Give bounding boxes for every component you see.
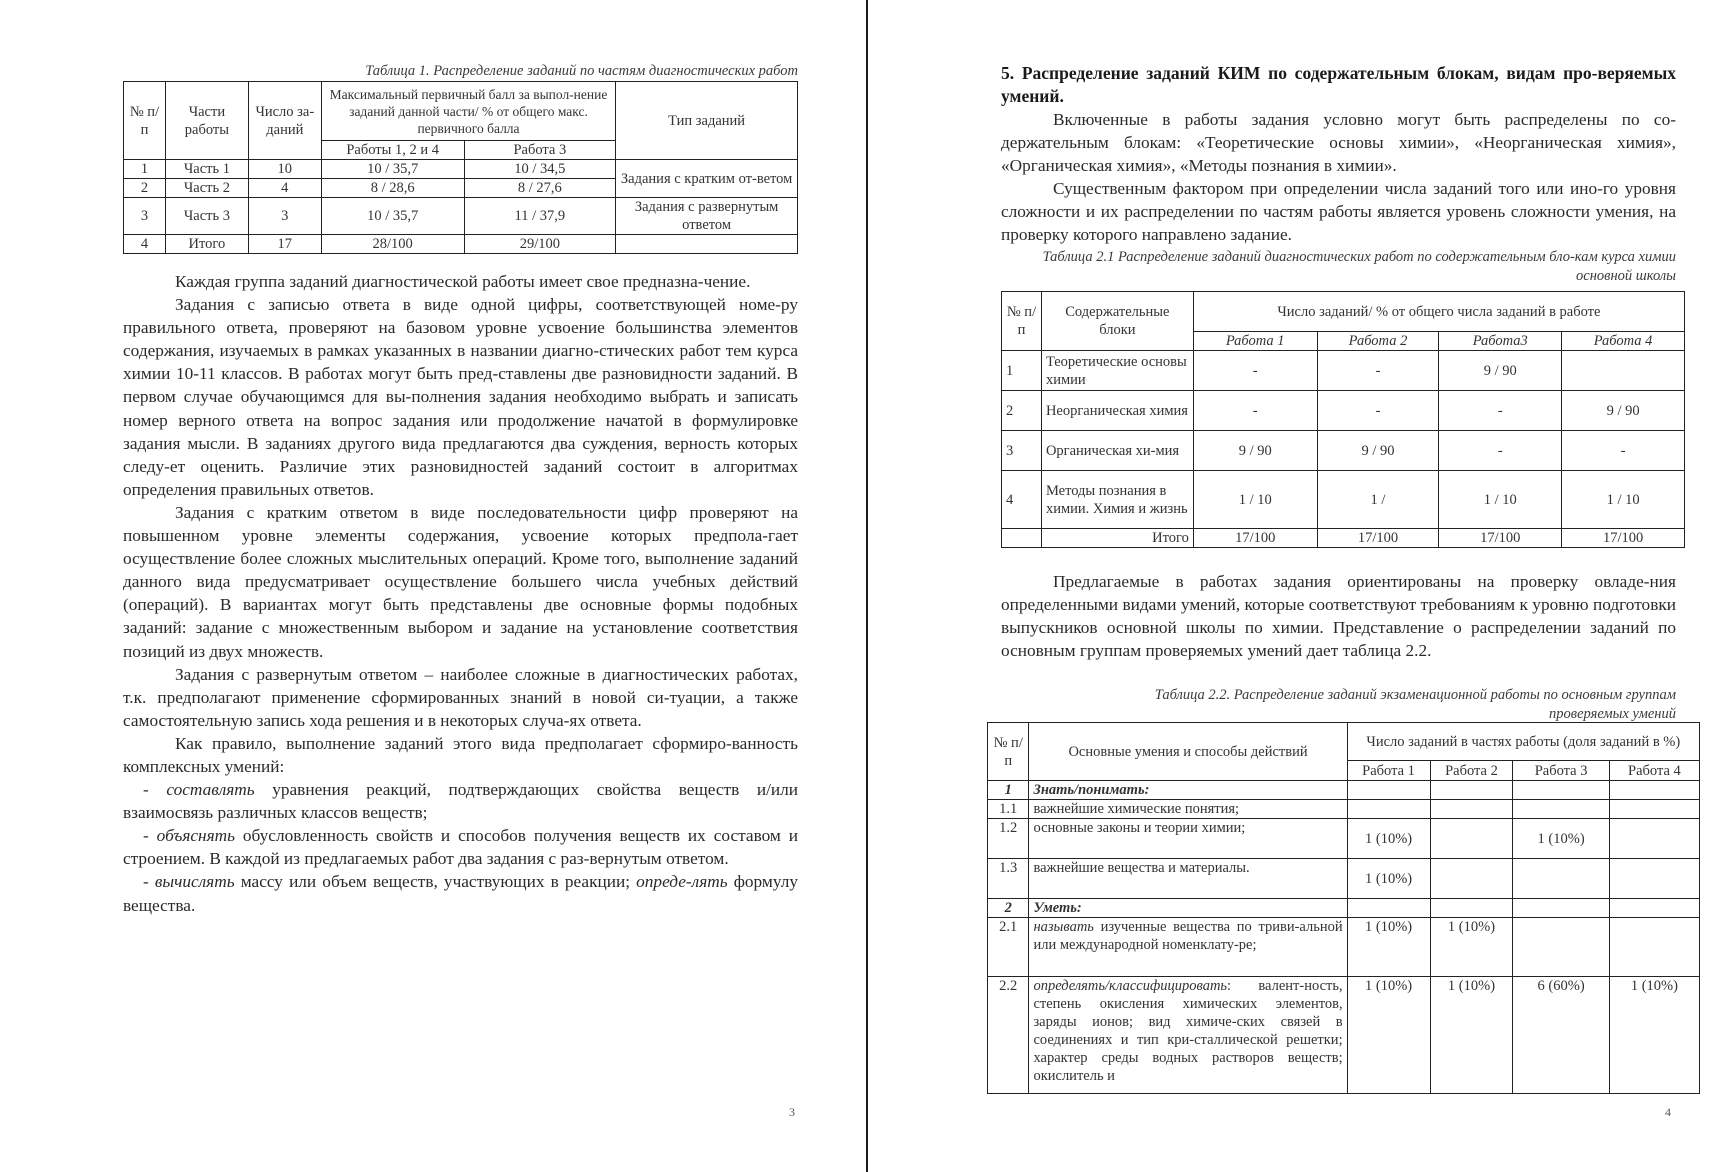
cell: [1609, 819, 1699, 859]
bullet-item: - вычислять массу или объем веществ, участвующих в реакции; опреде-лять формулу вещества.: [123, 872, 799, 915]
table-row: [1002, 351, 1685, 391]
right-intro-text: [1001, 108, 1676, 247]
cell: 3: [248, 198, 321, 235]
cell: 17/100: [1317, 529, 1439, 548]
cell: [1430, 781, 1513, 800]
cell: важнейшие химические понятия;: [1029, 800, 1347, 819]
cell: [1430, 899, 1513, 918]
t21-header-w4: Работа 4: [1562, 332, 1685, 351]
cell: 1 / 10: [1193, 471, 1317, 529]
cell: [616, 235, 798, 254]
cell: 3: [124, 198, 166, 235]
cell: [1513, 899, 1609, 918]
cell: 28/100: [321, 235, 464, 254]
cell: [1430, 800, 1513, 819]
cell: -: [1317, 351, 1439, 391]
table-row: [1002, 471, 1685, 529]
bullet-item: - объяснять обусловленность свойств и способов получения веществ их составом и строением. В каждой из предлагаемых работ два задания с раз-вернутым ответом.: [123, 826, 799, 869]
table-row-group: [988, 899, 1700, 918]
table-row: [1002, 391, 1685, 431]
t1-header-count: Число за-даний: [248, 82, 321, 160]
cell: 1 (10%): [1609, 977, 1699, 1094]
table-row: [988, 819, 1700, 859]
cell: 4: [1002, 471, 1042, 529]
table22-caption: Таблица 2.2. Распределение заданий экзаменационной работы по основным группам проверяемых умений: [1154, 687, 1676, 722]
table-row: [124, 235, 798, 254]
bullet-item: - составлять уравнения реакций, подтверждающих свойства веществ и/или взаимосвязь различных классов веществ;: [123, 780, 798, 823]
cell: 17/100: [1439, 529, 1562, 548]
cell: Неорганическая химия: [1041, 391, 1193, 431]
t21-header-block: Содержательные блоки: [1041, 292, 1193, 351]
t22-header-w2: Работа 2: [1430, 761, 1513, 781]
cell: [1609, 781, 1699, 800]
cell: Часть 1: [165, 160, 248, 179]
cell: [1347, 781, 1430, 800]
cell: 6 (60%): [1513, 977, 1609, 1094]
cell: 8 / 28,6: [321, 179, 464, 198]
cell: 1 (10%): [1347, 977, 1430, 1094]
cell: Итого: [1041, 529, 1193, 548]
cell: Итого: [165, 235, 248, 254]
cell: 3: [1002, 431, 1042, 471]
cell: 1.2: [988, 819, 1029, 859]
cell: 1 (10%): [1347, 859, 1430, 899]
page-number: 3: [789, 1105, 795, 1119]
cell: 1.1: [988, 800, 1029, 819]
t22-header-num: № п/п: [988, 723, 1029, 781]
cell: Уметь:: [1029, 899, 1347, 918]
cell: 1 / 10: [1439, 471, 1562, 529]
page-number: 4: [1665, 1105, 1671, 1119]
cell: 17/100: [1562, 529, 1685, 548]
cell: [1002, 529, 1042, 548]
cell: 9 / 90: [1562, 391, 1685, 431]
t22-header-skills: Основные умения и способы действий: [1029, 723, 1347, 781]
table-row-total: [1002, 529, 1685, 548]
cell: 10: [248, 160, 321, 179]
cell-type-long: Задания с развернутым ответом: [616, 198, 798, 235]
cell: Органическая хи-мия: [1041, 431, 1193, 471]
cell: 2.1: [988, 918, 1029, 977]
cell: -: [1439, 431, 1562, 471]
cell: [1513, 781, 1609, 800]
cell: важнейшие вещества и материалы.: [1029, 859, 1347, 899]
cell: 1: [124, 160, 166, 179]
table1-caption: Таблица 1. Распределение заданий по частям диагностических работ: [365, 63, 798, 79]
cell: [1513, 800, 1609, 819]
cell: 10 / 35,7: [321, 160, 464, 179]
right-body-text: [1001, 570, 1676, 662]
spread-divider: [866, 0, 868, 1172]
cell: [1609, 918, 1699, 977]
cell: [1609, 859, 1699, 899]
t22-header-w3: Работа 3: [1513, 761, 1609, 781]
t1-header-part: Части работы: [165, 82, 248, 160]
cell: 10 / 34,5: [464, 160, 616, 179]
table-row: [124, 160, 798, 179]
table-row: [1002, 431, 1685, 471]
right-page: [869, 0, 1733, 1172]
cell: [1513, 859, 1609, 899]
cell: -: [1193, 391, 1317, 431]
cell: 2: [124, 179, 166, 198]
table1: [123, 81, 798, 254]
t22-header-w1: Работа 1: [1347, 761, 1430, 781]
paragraph: Предлагаемые в работах задания ориентированы на проверку овладе-ния определенными видами умений, которые соответствуют требованиям к уровню подготовки выпускников основной школы по химии. Представление о распределении заданий по основным группам проверяемых умений дает таблица 2.2.: [1001, 572, 1676, 661]
section-heading: 5. Распределение заданий КИМ по содержательным блокам, видам про-веряемых умений.: [1001, 63, 1676, 106]
cell: [1609, 800, 1699, 819]
paragraph: Включенные в работы задания условно могут быть распределены по со-держательным блокам: «Теоретические основы химии», «Неорганическая химия», «Органическая химия», «Методы познания в химии».: [1001, 110, 1676, 176]
t1-header-works124: Работы 1, 2 и 4: [321, 141, 464, 160]
cell: -: [1193, 351, 1317, 391]
cell: [1347, 800, 1430, 819]
t21-header-w1: Работа 1: [1193, 332, 1317, 351]
table-row: [124, 198, 798, 235]
cell: Знать/понимать:: [1029, 781, 1347, 800]
cell: 29/100: [464, 235, 616, 254]
t21-header-w3: Работа3: [1439, 332, 1562, 351]
cell: [1430, 819, 1513, 859]
cell: Теоретические основы химии: [1041, 351, 1193, 391]
table-row-group: [988, 781, 1700, 800]
t21-header-w2: Работа 2: [1317, 332, 1439, 351]
table21-caption: Таблица 2.1 Распределение заданий диагностических работ по содержательным бло-кам курса химии основной школы: [1042, 249, 1676, 284]
paragraph: Каждая группа заданий диагностической работы имеет свое предназна-чение.: [175, 272, 751, 291]
cell: 1.3: [988, 859, 1029, 899]
cell: 1 (10%): [1430, 977, 1513, 1094]
left-page: [0, 0, 866, 1172]
cell: 2: [1002, 391, 1042, 431]
cell-type-short: Задания с кратким от-ветом: [616, 160, 798, 198]
t1-header-work3: Работа 3: [464, 141, 616, 160]
paragraph: Задания с кратким ответом в виде последовательности цифр проверяют на повышенном уровне элементы содержания, усвоение которых предпола-гает осуществление более сложных мыслительных операций. Кроме того, выполнение заданий данного вида предусматривает осуществление большего числа учебных действий (операций). В вариантах могут быть представлены две основные формы подобных заданий: задание с множественным выбором и задание на установление соответствия позиций из двух множеств.: [123, 502, 798, 661]
cell: 9 / 90: [1439, 351, 1562, 391]
left-body-text: [123, 270, 798, 917]
cell: 9 / 90: [1193, 431, 1317, 471]
table-row: [988, 918, 1700, 977]
cell: Методы познания в химии. Химия и жизнь: [1041, 471, 1193, 529]
cell: -: [1439, 391, 1562, 431]
t21-header-num: № п/п: [1002, 292, 1042, 351]
table-row: [988, 977, 1700, 1094]
cell: 11 / 37,9: [464, 198, 616, 235]
paragraph: Существенным фактором при определении числа заданий того или ино-го уровня сложности и их распределении по частям работы является уровень сложности умения, на проверку которого направлено задание.: [1001, 179, 1676, 245]
cell: 1: [1002, 351, 1042, 391]
cell: 2: [988, 899, 1029, 918]
cell: Часть 2: [165, 179, 248, 198]
table21: [1001, 291, 1685, 548]
cell: 4: [248, 179, 321, 198]
t22-header-w4: Работа 4: [1609, 761, 1699, 781]
cell: 2.2: [988, 977, 1029, 1094]
table-row: [988, 800, 1700, 819]
cell: [1347, 899, 1430, 918]
t21-header-group: Число заданий/ % от общего числа заданий в работе: [1193, 292, 1684, 332]
cell: 1 (10%): [1347, 918, 1430, 977]
cell: 1 /: [1317, 471, 1439, 529]
table-row: [988, 859, 1700, 899]
cell: [1430, 859, 1513, 899]
cell: -: [1562, 431, 1685, 471]
cell: называть изученные вещества по триви-альной или международной номенклату-ре;: [1029, 918, 1347, 977]
cell: 4: [124, 235, 166, 254]
cell: 8 / 27,6: [464, 179, 616, 198]
cell: [1562, 351, 1685, 391]
t22-header-group: Число заданий в частях работы (доля заданий в %): [1347, 723, 1699, 761]
cell: [1513, 918, 1609, 977]
cell: 1 (10%): [1347, 819, 1430, 859]
cell: -: [1317, 391, 1439, 431]
cell: основные законы и теории химии;: [1029, 819, 1347, 859]
cell: 9 / 90: [1317, 431, 1439, 471]
paragraph: Задания с записью ответа в виде одной цифры, соответствующей номе-ру правильного ответа, проверяют на базовом уровне усвоение большинства элементов содержания, изучаемых в рамках указанных в названии диагно-стических работ тем курса химии 10-11 классов. В работах могут быть пред-ставлены две разновидности заданий. В первом случае обучающимся для вы-полнения задания необходимо выбрать и записать номер верного ответа на вопрос задания или продолжение начатой в формулировке задания мысли. В заданиях другого вида предлагаются два суждения, верность которых следу-ет оценить. Различие этих разновидностей заданий состоит в алгоритмах определения правильных ответов.: [123, 295, 798, 499]
t1-header-max-score: Максимальный первичный балл за выпол-нение заданий данной части/ % от общего макс. первичного балла: [321, 82, 615, 141]
cell: [1609, 899, 1699, 918]
cell: 17: [248, 235, 321, 254]
t1-header-type: Тип заданий: [616, 82, 798, 160]
cell: 10 / 35,7: [321, 198, 464, 235]
cell: 1 (10%): [1430, 918, 1513, 977]
cell: 1 / 10: [1562, 471, 1685, 529]
paragraph: Задания с развернутым ответом – наиболее сложные в диагностических работах, т.к. предполагают применение сформированных знаний в новой си-туации, а также самостоятельную запись хода решения и в некоторых случа-ях ответа.: [123, 664, 798, 730]
cell: 1: [988, 781, 1029, 800]
cell: Часть 3: [165, 198, 248, 235]
cell: определять/классифицировать: валент-ность, степень окисления химических элементов, заряды ионов; вид химиче-ских связей в соединениях и тип кри-сталлической решетки; характер среды водных растворов веществ; окислитель и: [1029, 977, 1347, 1094]
cell: 17/100: [1193, 529, 1317, 548]
paragraph: Как правило, выполнение заданий этого вида предполагает сформиро-ванность комплексных умений:: [123, 733, 798, 776]
cell: 1 (10%): [1513, 819, 1609, 859]
table22: [987, 722, 1700, 1094]
t1-header-num: № п/п: [124, 82, 166, 160]
